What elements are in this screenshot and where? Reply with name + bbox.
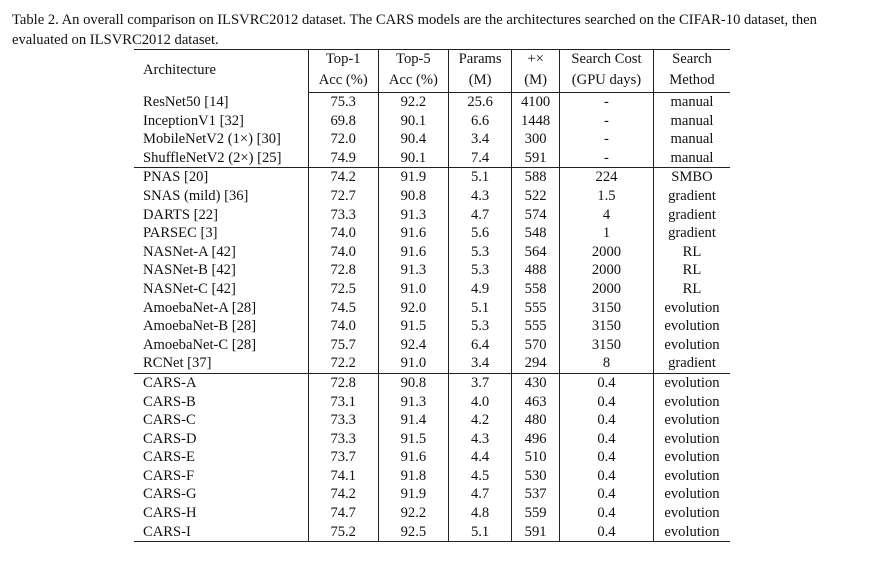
- cell-flops: 300: [512, 130, 560, 149]
- cell-top5-acc: 92.2: [378, 504, 448, 523]
- cell-top1-acc: 74.5: [308, 299, 378, 318]
- cell-params: 4.0: [448, 393, 511, 412]
- cell-params: 3.4: [448, 354, 511, 373]
- cell-flops: 574: [512, 206, 560, 225]
- cell-top1-acc: 74.0: [308, 317, 378, 336]
- cell-top5-acc: 91.5: [378, 317, 448, 336]
- cell-search-cost: 3150: [559, 336, 653, 355]
- cell-architecture: RCNet [37]: [134, 354, 308, 373]
- cell-flops: 555: [512, 299, 560, 318]
- cell-top5-acc: 92.0: [378, 299, 448, 318]
- cell-search-method: evolution: [664, 505, 720, 522]
- table-row: [134, 168, 730, 187]
- cell-top1-acc: 72.8: [308, 373, 378, 392]
- cell-search-cost: 2000: [559, 243, 653, 262]
- cell-search-method: manual: [670, 112, 714, 129]
- cell-params: 5.3: [448, 317, 511, 336]
- header-method-line2: Method: [653, 71, 730, 93]
- cell-top5-acc: 91.6: [378, 243, 448, 262]
- cell-search-cost: 0.4: [559, 373, 653, 392]
- cell-top1-acc: 72.2: [308, 354, 378, 373]
- table-caption: Table 2. An overall comparison on ILSVRC2012 dataset. The CARS models are the architectures searched on the CIFAR-10 dataset, then evaluated on ILSVRC2012 dataset.: [12, 12, 817, 48]
- cell-architecture: DARTS [22]: [134, 206, 308, 225]
- header-architecture: Architecture: [134, 50, 308, 93]
- cell-top5-acc: 91.3: [378, 206, 448, 225]
- cell-params: 4.4: [448, 448, 511, 467]
- cell-top1-acc: 74.0: [308, 224, 378, 243]
- cell-architecture: AmoebaNet-C [28]: [134, 336, 308, 355]
- cell-search-cost: -: [559, 93, 653, 112]
- cell-top5-acc: 92.2: [378, 93, 448, 112]
- cell-search-method: evolution: [664, 393, 720, 410]
- table-row: [134, 523, 730, 542]
- cell-search-method: evolution: [653, 373, 730, 392]
- table-row: [134, 149, 730, 168]
- header-params-line1: Params: [448, 50, 511, 72]
- header-top5-line1: Top-5: [378, 50, 448, 72]
- cell-search-cost: 0.4: [559, 393, 653, 412]
- cell-flops: 496: [512, 430, 560, 449]
- cell-architecture: PARSEC [3]: [134, 224, 308, 243]
- cell-top5-acc: 90.4: [378, 130, 448, 149]
- cell-params: 25.6: [448, 93, 511, 112]
- cell-architecture: AmoebaNet-B [28]: [134, 317, 308, 336]
- cell-architecture: PNAS [20]: [134, 168, 308, 187]
- table-row: [134, 299, 730, 318]
- cell-architecture: ResNet50 [14]: [134, 93, 308, 112]
- cell-top1-acc: 74.9: [308, 149, 378, 168]
- cell-search-cost: -: [559, 130, 653, 149]
- cell-params: 4.9: [448, 280, 511, 299]
- cell-architecture: CARS-I: [134, 523, 308, 542]
- cell-top5-acc: 90.8: [378, 187, 448, 206]
- cell-top1-acc: 74.1: [308, 467, 378, 486]
- cell-top1-acc: 69.8: [308, 112, 378, 131]
- cell-search-method: manual: [670, 94, 714, 110]
- cell-top5-acc: 91.3: [378, 261, 448, 280]
- cell-flops: 558: [512, 280, 560, 299]
- table-row: [134, 354, 730, 373]
- cell-top1-acc: 72.8: [308, 261, 378, 280]
- cell-architecture: CARS-A: [134, 373, 308, 392]
- cell-top5-acc: 91.6: [378, 448, 448, 467]
- cell-top1-acc: 75.7: [308, 336, 378, 355]
- cell-search-cost: 0.4: [559, 448, 653, 467]
- cell-top5-acc: 91.6: [378, 224, 448, 243]
- table-body: [134, 93, 730, 542]
- cell-top1-acc: 75.3: [308, 93, 378, 112]
- header-cost-line1: Search Cost: [559, 50, 653, 72]
- cell-top5-acc: 91.9: [378, 168, 448, 187]
- cell-flops: 591: [512, 523, 560, 542]
- header-row: [134, 50, 730, 72]
- cell-top5-acc: 92.4: [378, 336, 448, 355]
- cell-params: 4.7: [448, 206, 511, 225]
- table-row: [134, 336, 730, 355]
- cell-flops: 591: [512, 149, 560, 168]
- header-top1-line2: Acc (%): [308, 71, 378, 93]
- cell-search-method: evolution: [653, 523, 730, 542]
- cell-top1-acc: 74.2: [308, 485, 378, 504]
- cell-search-method: evolution: [664, 449, 720, 466]
- cell-search-cost: 3150: [559, 317, 653, 336]
- cell-search-method: evolution: [664, 430, 720, 447]
- cell-top1-acc: 74.7: [308, 504, 378, 523]
- cell-params: 4.3: [448, 187, 511, 206]
- cell-search-method: evolution: [664, 467, 720, 484]
- cell-flops: 530: [512, 467, 560, 486]
- cell-params: 5.1: [448, 523, 511, 542]
- cell-top5-acc: 92.5: [378, 523, 448, 542]
- cell-top5-acc: 91.3: [378, 393, 448, 412]
- cell-search-method: gradient: [668, 206, 716, 223]
- table-row: [134, 112, 730, 131]
- cell-params: 6.4: [448, 336, 511, 355]
- cell-search-cost: -: [559, 112, 653, 131]
- cell-flops: 588: [512, 168, 560, 187]
- cell-top1-acc: 72.0: [308, 130, 378, 149]
- header-method-line1: Search: [653, 50, 730, 72]
- table-row: [134, 393, 730, 412]
- cell-architecture: CARS-H: [134, 504, 308, 523]
- cell-search-cost: 0.4: [559, 485, 653, 504]
- cell-top1-acc: 73.3: [308, 206, 378, 225]
- cell-architecture: ShuffleNetV2 (2×) [25]: [134, 149, 308, 168]
- cell-top5-acc: 91.4: [378, 411, 448, 430]
- cell-architecture: CARS-C: [134, 411, 308, 430]
- cell-search-cost: 1.5: [559, 187, 653, 206]
- comparison-table: [134, 49, 730, 542]
- table-row: [134, 280, 730, 299]
- cell-params: 3.4: [448, 130, 511, 149]
- cell-architecture: NASNet-C [42]: [134, 280, 308, 299]
- cell-top1-acc: 73.3: [308, 411, 378, 430]
- cell-top1-acc: 72.5: [308, 280, 378, 299]
- cell-search-cost: 0.4: [559, 411, 653, 430]
- table-row: [134, 317, 730, 336]
- table-row: [134, 448, 730, 467]
- header-flops-line1: +×: [512, 50, 560, 72]
- cell-search-cost: 0.4: [559, 504, 653, 523]
- cell-architecture: CARS-G: [134, 485, 308, 504]
- cell-search-method: gradient: [668, 355, 716, 372]
- cell-flops: 430: [512, 373, 560, 392]
- cell-search-method: manual: [670, 149, 714, 166]
- cell-architecture: CARS-B: [134, 393, 308, 412]
- cell-params: 4.5: [448, 467, 511, 486]
- table-row: [134, 93, 730, 112]
- cell-flops: 480: [512, 411, 560, 430]
- cell-flops: 488: [512, 261, 560, 280]
- cell-search-method: RL: [682, 280, 702, 297]
- cell-search-method: RL: [682, 262, 702, 279]
- cell-params: 5.6: [448, 224, 511, 243]
- table-row: [134, 243, 730, 262]
- cell-top1-acc: 73.3: [308, 430, 378, 449]
- table-row: [134, 206, 730, 225]
- table-row: [134, 411, 730, 430]
- cell-architecture: SNAS (mild) [36]: [134, 187, 308, 206]
- cell-flops: 294: [512, 354, 560, 373]
- table-row: [134, 373, 730, 392]
- table-row: [134, 261, 730, 280]
- header-params-line2: (M): [448, 71, 511, 93]
- cell-params: 4.2: [448, 411, 511, 430]
- cell-search-cost: 224: [559, 168, 653, 187]
- cell-flops: 555: [512, 317, 560, 336]
- cell-params: 5.1: [448, 168, 511, 187]
- cell-architecture: CARS-F: [134, 467, 308, 486]
- table-row: [134, 485, 730, 504]
- cell-architecture: AmoebaNet-A [28]: [134, 299, 308, 318]
- cell-architecture: NASNet-A [42]: [134, 243, 308, 262]
- header-top5-line2: Acc (%): [378, 71, 448, 93]
- cell-search-method: evolution: [664, 486, 720, 503]
- cell-architecture: MobileNetV2 (1×) [30]: [134, 130, 308, 149]
- cell-search-cost: 3150: [559, 299, 653, 318]
- cell-search-cost: 0.4: [559, 523, 653, 542]
- table-row: [134, 224, 730, 243]
- cell-top5-acc: 91.5: [378, 430, 448, 449]
- cell-params: 6.6: [448, 112, 511, 131]
- cell-top5-acc: 91.9: [378, 485, 448, 504]
- cell-search-method: evolution: [664, 318, 720, 335]
- cell-top5-acc: 91.0: [378, 280, 448, 299]
- cell-flops: 4100: [512, 93, 560, 112]
- header-top1-line1: Top-1: [308, 50, 378, 72]
- cell-top5-acc: 90.1: [378, 149, 448, 168]
- cell-architecture: InceptionV1 [32]: [134, 112, 308, 131]
- cell-search-method: SMBO: [653, 168, 730, 187]
- header-cost-line2: (GPU days): [559, 71, 653, 93]
- cell-top5-acc: 90.8: [378, 373, 448, 392]
- table-row: [134, 504, 730, 523]
- table-row: [134, 467, 730, 486]
- cell-search-cost: 0.4: [559, 430, 653, 449]
- cell-flops: 564: [512, 243, 560, 262]
- table-row: [134, 130, 730, 149]
- table-row: [134, 187, 730, 206]
- cell-flops: 522: [512, 187, 560, 206]
- cell-search-method: gradient: [668, 225, 716, 242]
- cell-search-cost: -: [559, 149, 653, 168]
- cell-top1-acc: 73.1: [308, 393, 378, 412]
- cell-search-method: gradient: [668, 187, 716, 204]
- cell-flops: 570: [512, 336, 560, 355]
- cell-search-method: evolution: [664, 412, 720, 429]
- cell-top5-acc: 91.0: [378, 354, 448, 373]
- cell-flops: 548: [512, 224, 560, 243]
- cell-flops: 463: [512, 393, 560, 412]
- cell-search-method: manual: [670, 131, 714, 148]
- header-flops-line2: (M): [512, 71, 560, 93]
- cell-search-cost: 1: [559, 224, 653, 243]
- cell-top1-acc: 74.0: [308, 243, 378, 262]
- cell-flops: 1448: [512, 112, 560, 131]
- cell-top1-acc: 72.7: [308, 187, 378, 206]
- cell-search-cost: 8: [559, 354, 653, 373]
- cell-architecture: CARS-D: [134, 430, 308, 449]
- cell-top1-acc: 75.2: [308, 523, 378, 542]
- table-row: [134, 430, 730, 449]
- cell-architecture: CARS-E: [134, 448, 308, 467]
- cell-flops: 559: [512, 504, 560, 523]
- cell-search-cost: 0.4: [559, 467, 653, 486]
- cell-params: 3.7: [448, 373, 511, 392]
- cell-params: 5.3: [448, 243, 511, 262]
- cell-flops: 510: [512, 448, 560, 467]
- cell-params: 4.8: [448, 504, 511, 523]
- cell-top1-acc: 74.2: [308, 168, 378, 187]
- cell-search-method: evolution: [664, 299, 720, 316]
- cell-search-cost: 4: [559, 206, 653, 225]
- cell-params: 5.3: [448, 261, 511, 280]
- cell-params: 7.4: [448, 149, 511, 168]
- cell-top5-acc: 90.1: [378, 112, 448, 131]
- cell-search-cost: 2000: [559, 261, 653, 280]
- cell-top5-acc: 91.8: [378, 467, 448, 486]
- cell-params: 4.7: [448, 485, 511, 504]
- cell-params: 4.3: [448, 430, 511, 449]
- cell-params: 5.1: [448, 299, 511, 318]
- cell-search-method: RL: [682, 243, 702, 260]
- cell-architecture: NASNet-B [42]: [134, 261, 308, 280]
- cell-search-cost: 2000: [559, 280, 653, 299]
- cell-top1-acc: 73.7: [308, 448, 378, 467]
- cell-flops: 537: [512, 485, 560, 504]
- cell-search-method: evolution: [664, 336, 720, 353]
